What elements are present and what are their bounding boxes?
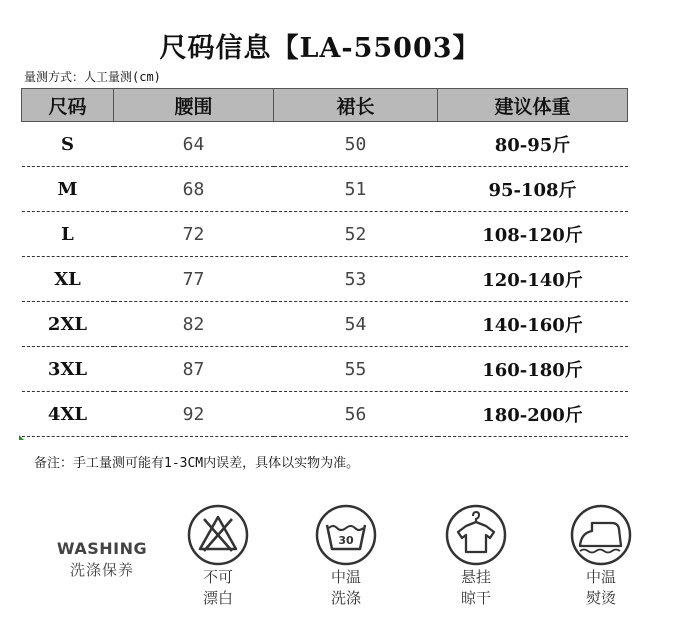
table-row (22, 392, 628, 437)
iron-medium-icon (570, 504, 632, 566)
table-row (22, 122, 628, 167)
waist-cell: 64 (114, 122, 274, 167)
wash-temp-badge: 30 (338, 534, 354, 547)
waist-cell: 77 (114, 257, 274, 302)
table-row (22, 212, 628, 257)
care-item-no-bleach (183, 504, 253, 608)
page-title: 尺码信息【LA-55003】 (159, 33, 481, 64)
size-cell: M (22, 167, 114, 212)
washing-heading-en: WASHING (56, 539, 148, 558)
table-header-row (22, 89, 628, 122)
measurement-note: 备注：手工量测可能有1-3CM内误差，具体以实物为准。 (34, 456, 360, 471)
header-weight: 建议体重 (438, 89, 628, 122)
care-item-iron-medium (566, 504, 636, 608)
size-cell: XL (22, 257, 114, 302)
length-cell: 54 (274, 302, 438, 347)
hang-dry-icon (445, 504, 507, 566)
size-table (21, 88, 628, 437)
care-label-line2: 洗涤 (330, 589, 361, 607)
weight-cell: 108-120斤 (438, 212, 628, 257)
header-length: 裙长 (274, 89, 438, 122)
care-label-line1: 不可 (202, 568, 233, 586)
weight-cell: 140-160斤 (438, 302, 628, 347)
waist-cell: 92 (114, 392, 274, 437)
care-label-line2: 漂白 (202, 589, 233, 607)
waist-cell: 87 (114, 347, 274, 392)
care-label-line1: 悬挂 (460, 568, 491, 586)
measurement-method: 量测方式：人工量测(cm) (24, 70, 161, 84)
length-cell: 53 (274, 257, 438, 302)
care-label-line1: 中温 (330, 568, 361, 586)
length-cell: 51 (274, 167, 438, 212)
no-bleach-icon (187, 504, 249, 566)
size-cell: S (22, 122, 114, 167)
table-row (22, 257, 628, 302)
weight-cell: 80-95斤 (438, 122, 628, 167)
length-cell: 52 (274, 212, 438, 257)
length-cell: 55 (274, 347, 438, 392)
care-label-line1: 中温 (585, 568, 616, 586)
care-item-wash-30 (311, 504, 381, 608)
care-label-line2: 熨烫 (585, 589, 616, 607)
table-row (22, 302, 628, 347)
table-row (22, 167, 628, 212)
weight-cell: 180-200斤 (438, 392, 628, 437)
weight-cell: 120-140斤 (438, 257, 628, 302)
size-cell: L (22, 212, 114, 257)
header-waist: 腰围 (114, 89, 274, 122)
table-row (22, 347, 628, 392)
waist-cell: 68 (114, 167, 274, 212)
header-size: 尺码 (22, 89, 114, 122)
washing-heading-cn: 洗涤保养 (69, 561, 134, 579)
washing-heading (52, 539, 152, 580)
waist-cell: 72 (114, 212, 274, 257)
weight-cell: 160-180斤 (438, 347, 628, 392)
length-cell: 56 (274, 392, 438, 437)
wash-30-icon (315, 504, 377, 566)
size-cell: 3XL (22, 347, 114, 392)
length-cell: 50 (274, 122, 438, 167)
care-item-hang-dry (441, 504, 511, 608)
waist-cell: 82 (114, 302, 274, 347)
care-label-line2: 晾干 (460, 589, 491, 607)
weight-cell: 95-108斤 (438, 167, 628, 212)
size-cell: 2XL (22, 302, 114, 347)
size-cell: 4XL (22, 392, 114, 437)
cell-corner-marker (19, 435, 24, 440)
